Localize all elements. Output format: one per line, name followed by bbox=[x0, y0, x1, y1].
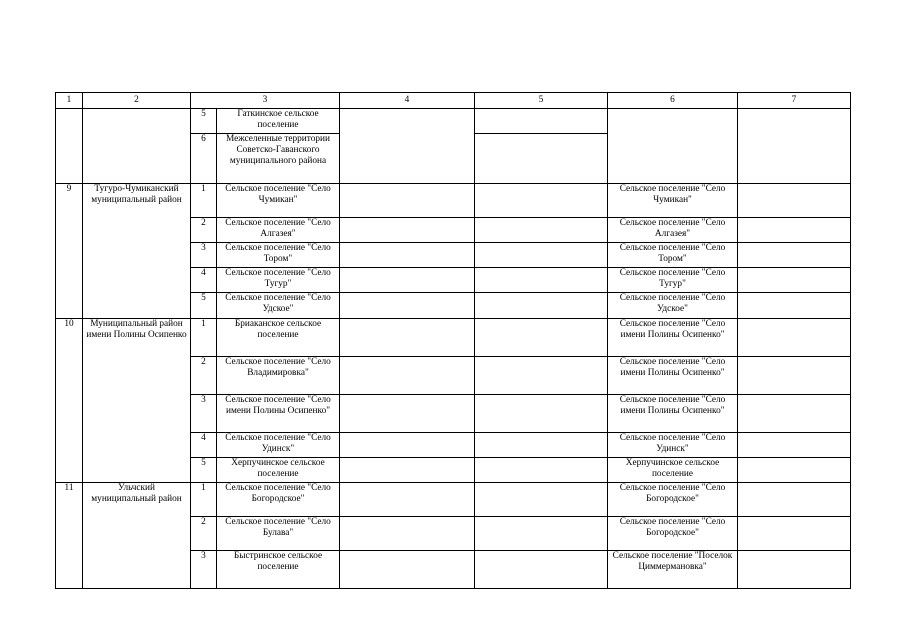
col4-cell bbox=[340, 483, 475, 517]
col4-cell bbox=[340, 218, 475, 243]
district-number: 10 bbox=[56, 319, 83, 483]
col6-settlement: Сельское поселение "Село Удинск" bbox=[608, 433, 738, 458]
col5-cell bbox=[475, 517, 608, 551]
sub-number: 3 bbox=[191, 395, 217, 433]
settlement-name: Сельское поселение "Село Удинск" bbox=[217, 433, 340, 458]
col6-settlement: Сельское поселение "Село Тором" bbox=[608, 243, 738, 268]
col6-settlement: Сельское поселение "Село Богородское" bbox=[608, 483, 738, 517]
col6-settlement: Херпучинское сельское поселение bbox=[608, 458, 738, 483]
sub-number: 4 bbox=[191, 433, 217, 458]
district-number: 11 bbox=[56, 483, 83, 589]
header-col-7: 7 bbox=[738, 93, 851, 109]
col4-cell bbox=[340, 184, 475, 218]
settlement-name: Сельское поселение "Село Булава" bbox=[217, 517, 340, 551]
district-number: 9 bbox=[56, 184, 83, 319]
sub-number: 2 bbox=[191, 517, 217, 551]
col7-cell bbox=[738, 551, 851, 589]
table-header-row bbox=[56, 93, 851, 109]
col6-settlement: Сельское поселение "Село Чумикан" bbox=[608, 184, 738, 218]
col5-cell bbox=[475, 395, 608, 433]
sub-number: 2 bbox=[191, 218, 217, 243]
col5-cell bbox=[475, 433, 608, 458]
col4-cell bbox=[340, 433, 475, 458]
col6-settlement: Сельское поселение "Село Удское" bbox=[608, 293, 738, 319]
col7-cell bbox=[738, 319, 851, 357]
col7-cell bbox=[738, 268, 851, 293]
col6-settlement: Сельское поселение "Поселок Циммермановка" bbox=[608, 551, 738, 589]
settlement-name: Сельское поселение "Село Тором" bbox=[217, 243, 340, 268]
col6-settlement: Сельское поселение "Село Алгазея" bbox=[608, 218, 738, 243]
settlements-table bbox=[55, 92, 851, 589]
col6-settlement: Сельское поселение "Село Тугур" bbox=[608, 268, 738, 293]
col7-cell bbox=[738, 293, 851, 319]
col6-settlement: Сельское поселение "Село Богородское" bbox=[608, 517, 738, 551]
col7-cell bbox=[738, 483, 851, 517]
settlement-name: Сельское поселение "Село Богородское" bbox=[217, 483, 340, 517]
settlement-name: Сельское поселение "Село Чумикан" bbox=[217, 184, 340, 218]
col7-cell bbox=[738, 357, 851, 395]
col4-cell bbox=[340, 243, 475, 268]
col6-settlement: Сельское поселение "Село имени Полины Осипенко" bbox=[608, 395, 738, 433]
settlement-name: Сельское поселение "Село Тугур" bbox=[217, 268, 340, 293]
header-col-3: 3 bbox=[191, 93, 340, 109]
col6-cell bbox=[608, 109, 738, 184]
district-name: Ульчский муниципальный район bbox=[83, 483, 191, 589]
col5-cell bbox=[475, 134, 608, 184]
sub-number: 3 bbox=[191, 551, 217, 589]
col7-cell bbox=[738, 218, 851, 243]
district-number-cell bbox=[56, 109, 83, 184]
col4-cell bbox=[340, 395, 475, 433]
sub-number: 5 bbox=[191, 293, 217, 319]
col5-cell bbox=[475, 218, 608, 243]
settlement-name: Сельское поселение "Село Удское" bbox=[217, 293, 340, 319]
col5-cell bbox=[475, 184, 608, 218]
col5-cell bbox=[475, 293, 608, 319]
col5-cell bbox=[475, 109, 608, 134]
col7-cell bbox=[738, 243, 851, 268]
sub-number: 2 bbox=[191, 357, 217, 395]
header-col-5: 5 bbox=[475, 93, 608, 109]
col4-cell bbox=[340, 268, 475, 293]
sub-number: 6 bbox=[191, 134, 217, 184]
col6-settlement: Сельское поселение "Село имени Полины Осипенко" bbox=[608, 319, 738, 357]
col7-cell bbox=[738, 517, 851, 551]
col5-cell bbox=[475, 319, 608, 357]
col4-cell bbox=[340, 109, 475, 184]
sub-number: 1 bbox=[191, 483, 217, 517]
header-col-2: 2 bbox=[83, 93, 191, 109]
col5-cell bbox=[475, 243, 608, 268]
col7-cell bbox=[738, 433, 851, 458]
col4-cell bbox=[340, 551, 475, 589]
header-col-6: 6 bbox=[608, 93, 738, 109]
settlement-name: Херпучинское сельское поселение bbox=[217, 458, 340, 483]
district-name: Муниципальный район имени Полины Осипенко bbox=[83, 319, 191, 483]
header-col-1: 1 bbox=[56, 93, 83, 109]
sub-number: 1 bbox=[191, 319, 217, 357]
table-row bbox=[56, 319, 851, 357]
settlement-name: Сельское поселение "Село Владимировка" bbox=[217, 357, 340, 395]
header-col-4: 4 bbox=[340, 93, 475, 109]
col5-cell bbox=[475, 458, 608, 483]
col7-cell bbox=[738, 395, 851, 433]
settlement-name: Межселенные территории Советско-Гаванского муниципального района bbox=[217, 134, 340, 184]
col4-cell bbox=[340, 517, 475, 551]
sub-number: 3 bbox=[191, 243, 217, 268]
sub-number: 1 bbox=[191, 184, 217, 218]
sub-number: 5 bbox=[191, 458, 217, 483]
settlement-name: Сельское поселение "Село имени Полины Осипенко" bbox=[217, 395, 340, 433]
district-name-cell bbox=[83, 109, 191, 184]
settlement-name: Сельское поселение "Село Алгазея" bbox=[217, 218, 340, 243]
col4-cell bbox=[340, 357, 475, 395]
settlement-name: Бриаканское сельское поселение bbox=[217, 319, 340, 357]
col5-cell bbox=[475, 551, 608, 589]
col4-cell bbox=[340, 293, 475, 319]
district-name: Тугуро-Чумиканский муниципальный район bbox=[83, 184, 191, 319]
sub-number: 4 bbox=[191, 268, 217, 293]
col7-cell bbox=[738, 458, 851, 483]
table-row bbox=[56, 483, 851, 517]
settlement-name: Гаткинское сельское поселение bbox=[217, 109, 340, 134]
col5-cell bbox=[475, 357, 608, 395]
settlement-name: Быстринское сельское поселение bbox=[217, 551, 340, 589]
col4-cell bbox=[340, 319, 475, 357]
sub-number: 5 bbox=[191, 109, 217, 134]
table-row bbox=[56, 184, 851, 218]
col5-cell bbox=[475, 483, 608, 517]
table-row bbox=[56, 109, 851, 134]
col7-cell bbox=[738, 184, 851, 218]
col5-cell bbox=[475, 268, 608, 293]
col6-settlement: Сельское поселение "Село имени Полины Осипенко" bbox=[608, 357, 738, 395]
col7-cell bbox=[738, 109, 851, 184]
col4-cell bbox=[340, 458, 475, 483]
